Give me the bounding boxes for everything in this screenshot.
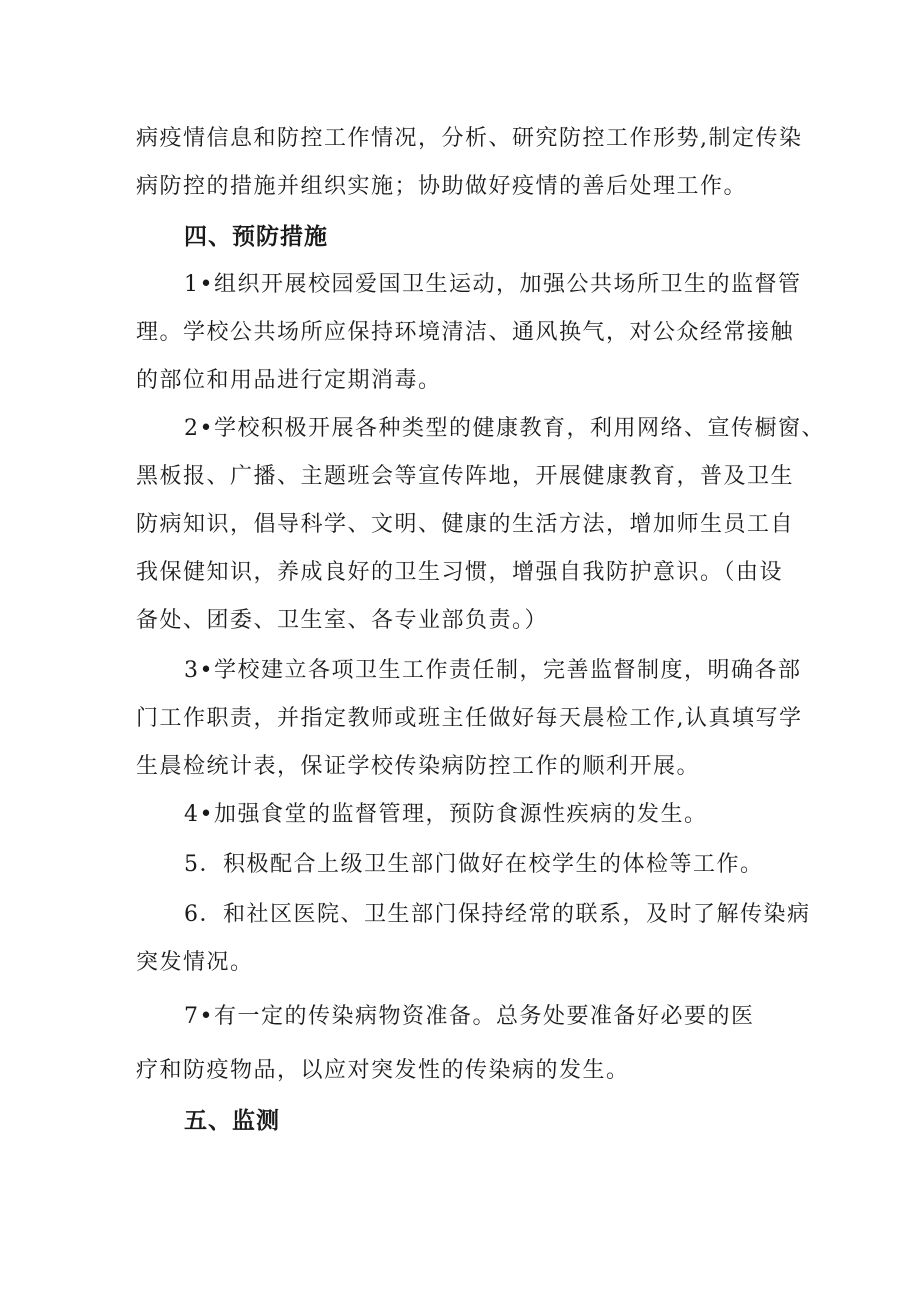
item-5-line-1: 5．积极配合上级卫生部门做好在校学生的体检等工作。 xyxy=(184,852,764,877)
item-7-line-2: 疗和防疫物品，以应对突发性的传染病的发生。 xyxy=(136,1058,630,1083)
item-2-line-4: 我保健知识，养成良好的卫生习惯，增强自我防护意识。（由设 xyxy=(136,560,784,585)
item-1-line-3: 的部位和用品进行定期消毒。 xyxy=(136,368,442,393)
item-2-line-2: 黑板报、广播、主题班会等宣传阵地，开展健康教育，普及卫生 xyxy=(136,464,795,489)
item-7-line-1: 7•有一定的传染病物资准备。总务处要准备好必要的医 xyxy=(184,1004,755,1029)
section-heading-prevention: 四、预防措施 xyxy=(184,224,328,250)
item-2-line-1: 2•学校积极开展各种类型的健康教育，利用网络、宣传橱窗、 xyxy=(184,416,825,441)
item-1-line-1: 1•组织开展校园爱国卫生运动，加强公共场所卫生的监督管 xyxy=(184,272,802,297)
item-3-line-2: 门工作职责，并指定教师或班主任做好每天晨检工作,认真填写学 xyxy=(136,706,803,731)
item-3-line-3: 生晨检统计表，保证学校传染病防控工作的顺利开展。 xyxy=(136,754,701,779)
item-6-line-1: 6．和社区医院、卫生部门保持经常的联系，及时了解传染病 xyxy=(184,902,811,927)
item-4-line-1: 4•加强食堂的监督管理，预防食源性疾病的发生。 xyxy=(184,802,708,827)
intro-line-1: 病疫情信息和防控工作情况，分析、研究防控工作形势,制定传染 xyxy=(136,126,803,151)
section-heading-monitoring: 五、监测 xyxy=(184,1108,280,1134)
item-2-line-5: 备处、团委、卫生室、各专业部负责。） xyxy=(136,608,549,633)
item-1-line-2: 理。学校公共场所应保持环境清洁、通风换气，对公众经常接触 xyxy=(136,320,795,345)
item-2-line-3: 防病知识，倡导科学、文明、健康的生活方法，增加师生员工自 xyxy=(136,512,795,537)
item-3-line-1: 3•学校建立各项卫生工作责任制，完善监督制度，明确各部 xyxy=(184,658,802,683)
item-6-line-2: 突发情况。 xyxy=(136,950,254,975)
intro-line-2: 病防控的措施并组织实施；协助做好疫情的善后处理工作。 xyxy=(136,174,748,199)
